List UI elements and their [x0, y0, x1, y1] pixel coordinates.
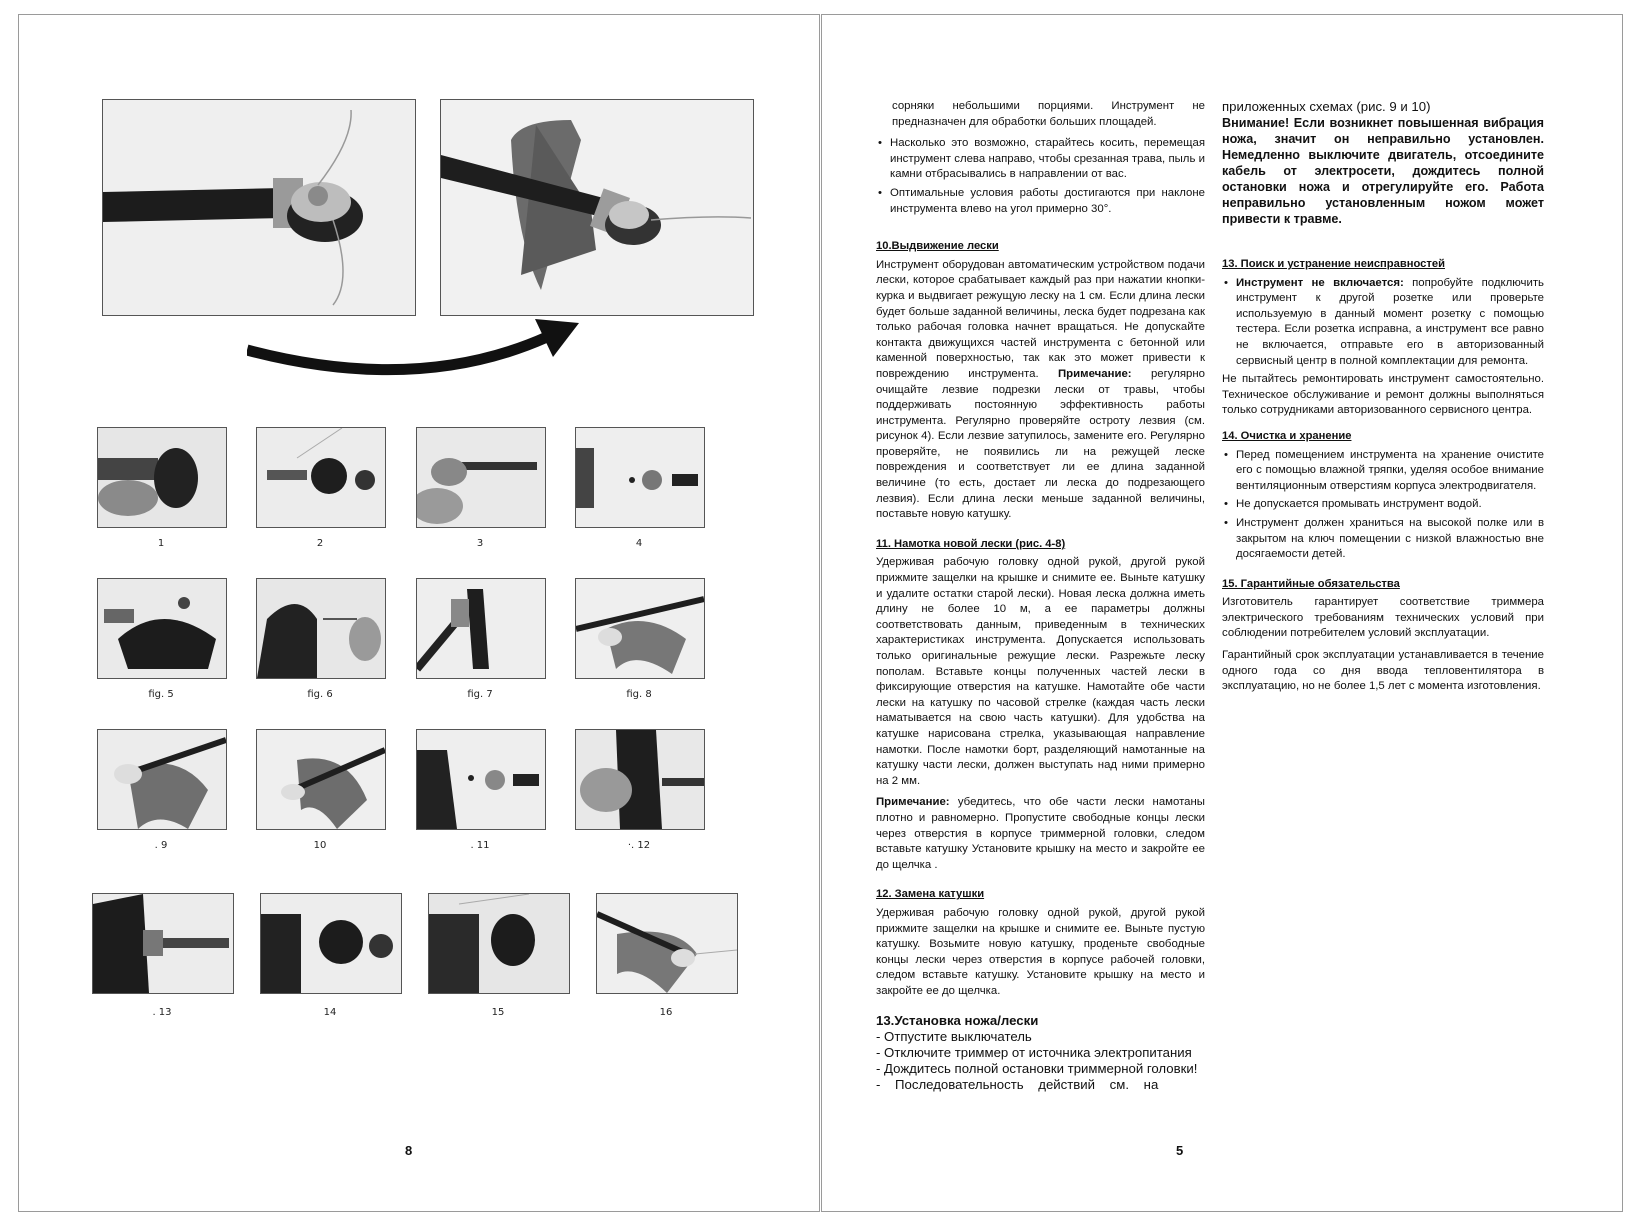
section-13-line: - Дождитесь полной остановки триммерной головки! — [876, 1061, 1198, 1077]
section-11-text: Удерживая рабочую головку одной рукой, другой рукой прижмите защелки на крышке и снимите ее. Выньте катушку и удалите остатки старой лески). Новая леска должна иметь длину не более 10 м, а ее параметры должны соответствовать данным, приведенным в технических характеристиках инструмента. Допускается использовать только оригинальные режущие лески. Разрежьте леску пополам. Вставьте концы полученных частей лески в фиксирующие отверстия на катушке. Намотайте обе части лески на катушку по часовой стрелке (каждая часть лески наматывается на свою часть катушки). Для удобства на катушке нарисована стрелка, указывающая направление намотки. После намотки борт, разделяющий намотанные на катушку части лески, должен выступать над ними примерно на 2 мм. — [876, 556, 1205, 787]
intro-bullet: • Насколько это возможно, старайтесь косить, перемещая инструмент слева направо, чтобы срезанная трава, пыль и камни отбрасывались в направлении от вас. — [890, 136, 1205, 183]
section-11-title: 11. Намотка новой лески (рис. 4-8) — [876, 537, 1066, 550]
page-number-left: 8 — [405, 1143, 413, 1158]
section-11-note — [876, 795, 1205, 873]
right-column-1 — [876, 99, 1205, 1093]
section-11-note-text: убедитесь, что обе части лески намотаны плотно и равномерно. Пропустите свободные концы лески через отверстия в корпусе триммерной головки, следом вставьте катушку Установите крышку на место и закройте ее до щелчка . — [876, 796, 1205, 871]
section-11-note-label: Примечание: — [876, 796, 950, 809]
caption-11: . 11 — [470, 840, 490, 851]
thumbnail-12 — [575, 729, 705, 830]
trimmer-head-illustration — [103, 100, 415, 315]
section-13b-text: Не пытайтесь ремонтировать инструмент самостоятельно. Техническое обслуживание и ремонт должны выполняться только сотрудниками авторизованного сервисного центра. — [1222, 373, 1544, 417]
caption-3: 3 — [476, 538, 484, 549]
section-15-text-2: Гарантийный срок эксплуатации устанавливается в течение одного года со дня ввода тепловентилятора в эксплуатацию, но не более 1,5 лет с момента изготовления. — [1222, 649, 1544, 693]
section-15-text-1: Изготовитель гарантирует соответствие триммера электрического требованиям технических условий при соблюдении потребителем условий эксплуатации. — [1222, 596, 1544, 640]
thumbnail-5 — [97, 578, 227, 679]
thumbnail-7 — [416, 578, 546, 679]
section-13b-bullet-label: Инструмент не включается: — [1236, 276, 1404, 289]
trimmer-guard-illustration — [441, 100, 753, 315]
right-page — [821, 14, 1623, 1212]
caption-12: ·. 12 — [627, 840, 651, 851]
thumbnail-9 — [97, 729, 227, 830]
section-13-line: - Отпустите выключатель — [876, 1029, 1032, 1045]
warning-text: Внимание! Если возникнет повышенная вибрация ножа, значит он неправильно установлен. Немедленно выключите двигатель, отсоедините кабель от электросети, дождитесь полной остановки ножа и отрегулируйте его. Работа неправильно установленным ножом может привести к травме. — [1222, 116, 1544, 226]
thumbnail-11 — [416, 729, 546, 830]
col2-continuation: приложенных схемах (рис. 9 и 10) — [1222, 99, 1431, 114]
thumbnail-13 — [92, 893, 234, 994]
section-10-text-1: Инструмент оборудован автоматическим устройством подачи лески, которое срабатывает каждый раз при нажатии кнопки-курка и выдвигает режущую леску на 1 см. Если длина лески будет больше заданной величины, леска будет подрезана как только рабочая головка начнет вращаться. Не допускайте контакта движущихся частей инструмента с бетонной или каменной поверхностью, так как это может привести к повреждению инструмента. — [876, 258, 1205, 380]
thumbnail-16 — [596, 893, 738, 994]
caption-7: fig. 7 — [467, 689, 493, 700]
thumbnail-8 — [575, 578, 705, 679]
section-14-bullet: • Не допускается промывать инструмент водой. — [1236, 497, 1544, 513]
curved-arrow-icon — [247, 315, 587, 395]
section-14-bullet: • Перед помещением инструмента на хранение очистите его с помощью влажной тряпки, уделяя особое внимание вентиляционным отверстиям корпуса электродвигателя. — [1236, 448, 1544, 495]
left-page — [18, 14, 820, 1212]
section-10-title: 10.Выдвижение лески — [876, 240, 999, 253]
section-13-title: 13.Установка ножа/лески — [876, 1013, 1039, 1029]
intro-continuation: сорняки небольшими порциями. Инструмент не предназначен для обработки больших площадей. — [892, 100, 1205, 128]
thumbnail-3 — [416, 427, 546, 528]
section-13b-bullets — [1222, 276, 1544, 370]
section-12-text: Удерживая рабочую головку одной рукой, другой рукой прижмите защелки на крышке и снимите ее. Выньте пустую катушку. Возьмите новую катушку, проденьте свободные концы лески через отверстия в корпусе рабочей головки, следом вставьте катушку. Установите крышку на место и закройте ее до щелчка. — [876, 906, 1205, 997]
caption-4: 4 — [635, 538, 643, 549]
caption-9: . 9 — [154, 840, 168, 851]
thumbnail-2 — [256, 427, 386, 528]
caption-14: 14 — [323, 1007, 337, 1018]
section-15-title: 15. Гарантийные обязательства — [1222, 577, 1400, 590]
caption-6: fig. 6 — [307, 689, 333, 700]
thumbnail-6 — [256, 578, 386, 679]
caption-16: 16 — [659, 1007, 673, 1018]
intro-bullet: • Оптимальные условия работы достигаются при наклоне инструмента влево на угол примерно 30°. — [890, 186, 1205, 217]
section-13-line: - Отключите триммер от источника электропитания — [876, 1045, 1192, 1061]
caption-5: fig. 5 — [148, 689, 174, 700]
section-13b-bullet-text: попробуйте подключить инструмент к другой розетке или проверьте используемую в данный момент розетку с помощью тестера. Если розетка исправна, а инструмент все равно не включается, отправьте его в авторизованный сервисный центр в полной комплектации для ремонта. — [1236, 276, 1544, 367]
thumbnail-10 — [256, 729, 386, 830]
caption-8: fig. 8 — [626, 689, 652, 700]
right-column-2 — [1222, 99, 1544, 701]
section-14-bullet: • Инструмент должен храниться на высокой полке или в закрытом на ключ помещении с низкой влажностью вне досягаемости детей. — [1236, 516, 1544, 563]
photo-trimmer-guard — [440, 99, 754, 316]
section-12-title: 12. Замена катушки — [876, 888, 985, 901]
section-13b-title: 13. Поиск и устранение неисправностей — [1222, 258, 1445, 270]
caption-15: 15 — [491, 1007, 505, 1018]
thumbnail-4 — [575, 427, 705, 528]
caption-10: 10 — [313, 840, 327, 851]
section-13b-bullet — [1236, 276, 1544, 370]
section-14-title: 14. Очистка и хранение — [1222, 429, 1352, 442]
page-number-right: 5 — [1176, 1143, 1184, 1158]
caption-1: 1 — [157, 538, 165, 549]
section-10-text-2: регулярно очищайте лезвие подрезки лески от травы, чтобы поддерживать постоянную эффективность работы инструмента. Регулярно проверяйте остроту лезвия (см. рисунок 4). Если лезвие затупилось, замените его. Регулярно проверяйте, не появились ли на режущей леске повреждения и соответствует ли ее длина заданной величине (то есть, достает ли леска до подрезающего лезвия). Если длина лески меньше заданной величины, поставьте новую катушку. — [876, 367, 1205, 521]
intro-bullets — [876, 136, 1205, 217]
section-10-text — [876, 258, 1205, 523]
section-14-bullets — [1222, 448, 1544, 563]
caption-2: 2 — [316, 538, 324, 549]
thumbnail-1 — [97, 427, 227, 528]
caption-13: . 13 — [152, 1007, 172, 1018]
thumbnail-15 — [428, 893, 570, 994]
thumbnail-14 — [260, 893, 402, 994]
section-13-line: - Последовательность действий см. на — [876, 1077, 1159, 1093]
photo-trimmer-head — [102, 99, 416, 316]
section-10-note-label: Примечание: — [1058, 367, 1132, 380]
